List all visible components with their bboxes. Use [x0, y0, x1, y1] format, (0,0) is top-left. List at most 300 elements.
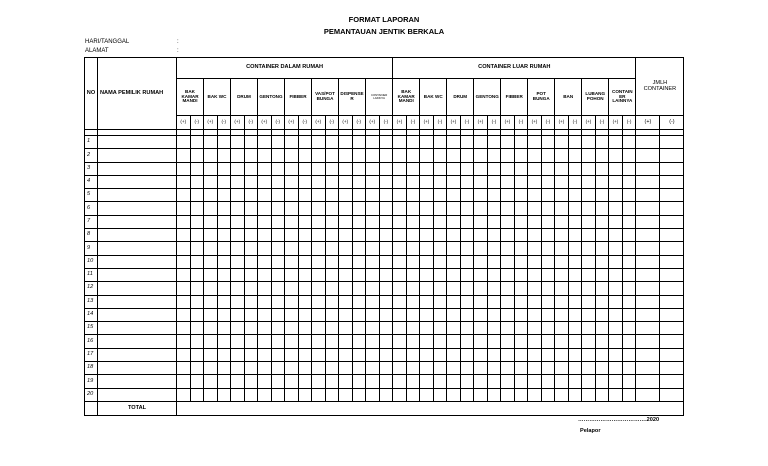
- count-cell[interactable]: [609, 308, 623, 321]
- count-cell[interactable]: [420, 388, 434, 401]
- count-cell[interactable]: [568, 149, 582, 162]
- count-cell[interactable]: [190, 255, 204, 268]
- count-cell[interactable]: [474, 229, 488, 242]
- count-cell[interactable]: [312, 189, 326, 202]
- owner-name-cell[interactable]: [98, 282, 177, 295]
- count-cell[interactable]: [487, 362, 501, 375]
- count-cell[interactable]: [271, 375, 285, 388]
- count-cell[interactable]: [501, 175, 515, 188]
- owner-name-cell[interactable]: [98, 215, 177, 228]
- count-cell[interactable]: [433, 335, 447, 348]
- count-cell[interactable]: [366, 202, 380, 215]
- count-cell[interactable]: [420, 242, 434, 255]
- count-cell[interactable]: [339, 348, 353, 361]
- count-cell[interactable]: [447, 295, 461, 308]
- count-cell[interactable]: [555, 348, 569, 361]
- count-cell[interactable]: [622, 215, 636, 228]
- count-cell[interactable]: [420, 268, 434, 281]
- count-cell[interactable]: [528, 322, 542, 335]
- count-cell[interactable]: [487, 136, 501, 149]
- count-cell[interactable]: [447, 348, 461, 361]
- count-cell[interactable]: [420, 215, 434, 228]
- count-cell[interactable]: [636, 362, 660, 375]
- count-cell[interactable]: [460, 215, 474, 228]
- count-cell[interactable]: [541, 149, 555, 162]
- count-cell[interactable]: [514, 162, 528, 175]
- count-cell[interactable]: [541, 189, 555, 202]
- count-cell[interactable]: [258, 229, 272, 242]
- count-cell[interactable]: [528, 149, 542, 162]
- count-cell[interactable]: [312, 202, 326, 215]
- count-cell[interactable]: [660, 242, 684, 255]
- count-cell[interactable]: [595, 282, 609, 295]
- count-cell[interactable]: [339, 308, 353, 321]
- count-cell[interactable]: [177, 162, 191, 175]
- count-cell[interactable]: [582, 282, 596, 295]
- count-cell[interactable]: [352, 202, 366, 215]
- count-cell[interactable]: [406, 136, 420, 149]
- count-cell[interactable]: [447, 335, 461, 348]
- count-cell[interactable]: [204, 162, 218, 175]
- count-cell[interactable]: [366, 189, 380, 202]
- count-cell[interactable]: [366, 322, 380, 335]
- count-cell[interactable]: [636, 175, 660, 188]
- count-cell[interactable]: [487, 162, 501, 175]
- count-cell[interactable]: [231, 388, 245, 401]
- count-cell[interactable]: [433, 149, 447, 162]
- count-cell[interactable]: [325, 322, 339, 335]
- count-cell[interactable]: [204, 308, 218, 321]
- count-cell[interactable]: [514, 388, 528, 401]
- count-cell[interactable]: [474, 375, 488, 388]
- count-cell[interactable]: [595, 335, 609, 348]
- count-cell[interactable]: [514, 282, 528, 295]
- count-cell[interactable]: [204, 295, 218, 308]
- count-cell[interactable]: [433, 375, 447, 388]
- count-cell[interactable]: [474, 202, 488, 215]
- count-cell[interactable]: [595, 375, 609, 388]
- count-cell[interactable]: [501, 348, 515, 361]
- count-cell[interactable]: [609, 202, 623, 215]
- count-cell[interactable]: [528, 282, 542, 295]
- count-cell[interactable]: [660, 215, 684, 228]
- count-cell[interactable]: [258, 282, 272, 295]
- count-cell[interactable]: [177, 215, 191, 228]
- owner-name-cell[interactable]: [98, 322, 177, 335]
- count-cell[interactable]: [285, 308, 299, 321]
- count-cell[interactable]: [258, 322, 272, 335]
- count-cell[interactable]: [352, 149, 366, 162]
- count-cell[interactable]: [339, 202, 353, 215]
- count-cell[interactable]: [298, 268, 312, 281]
- count-cell[interactable]: [460, 202, 474, 215]
- count-cell[interactable]: [366, 308, 380, 321]
- count-cell[interactable]: [636, 308, 660, 321]
- count-cell[interactable]: [474, 348, 488, 361]
- count-cell[interactable]: [298, 229, 312, 242]
- count-cell[interactable]: [352, 308, 366, 321]
- count-cell[interactable]: [271, 282, 285, 295]
- count-cell[interactable]: [433, 308, 447, 321]
- owner-name-cell[interactable]: [98, 242, 177, 255]
- count-cell[interactable]: [204, 362, 218, 375]
- count-cell[interactable]: [568, 242, 582, 255]
- count-cell[interactable]: [460, 388, 474, 401]
- count-cell[interactable]: [271, 202, 285, 215]
- count-cell[interactable]: [312, 229, 326, 242]
- count-cell[interactable]: [595, 308, 609, 321]
- count-cell[interactable]: [258, 268, 272, 281]
- count-cell[interactable]: [636, 388, 660, 401]
- count-cell[interactable]: [271, 255, 285, 268]
- count-cell[interactable]: [298, 136, 312, 149]
- count-cell[interactable]: [244, 388, 258, 401]
- count-cell[interactable]: [339, 189, 353, 202]
- count-cell[interactable]: [339, 375, 353, 388]
- count-cell[interactable]: [258, 335, 272, 348]
- count-cell[interactable]: [487, 322, 501, 335]
- count-cell[interactable]: [636, 215, 660, 228]
- count-cell[interactable]: [258, 149, 272, 162]
- count-cell[interactable]: [541, 375, 555, 388]
- count-cell[interactable]: [325, 215, 339, 228]
- count-cell[interactable]: [379, 202, 393, 215]
- count-cell[interactable]: [177, 175, 191, 188]
- count-cell[interactable]: [339, 335, 353, 348]
- count-cell[interactable]: [298, 282, 312, 295]
- owner-name-cell[interactable]: [98, 388, 177, 401]
- count-cell[interactable]: [433, 215, 447, 228]
- count-cell[interactable]: [487, 295, 501, 308]
- count-cell[interactable]: [190, 215, 204, 228]
- count-cell[interactable]: [406, 308, 420, 321]
- count-cell[interactable]: [474, 175, 488, 188]
- count-cell[interactable]: [325, 268, 339, 281]
- count-cell[interactable]: [244, 202, 258, 215]
- count-cell[interactable]: [660, 189, 684, 202]
- count-cell[interactable]: [271, 308, 285, 321]
- count-cell[interactable]: [406, 268, 420, 281]
- count-cell[interactable]: [244, 229, 258, 242]
- count-cell[interactable]: [636, 375, 660, 388]
- count-cell[interactable]: [366, 388, 380, 401]
- count-cell[interactable]: [609, 388, 623, 401]
- count-cell[interactable]: [555, 308, 569, 321]
- count-cell[interactable]: [285, 268, 299, 281]
- count-cell[interactable]: [541, 215, 555, 228]
- owner-name-cell[interactable]: [98, 149, 177, 162]
- count-cell[interactable]: [285, 282, 299, 295]
- count-cell[interactable]: [271, 335, 285, 348]
- count-cell[interactable]: [609, 282, 623, 295]
- count-cell[interactable]: [622, 335, 636, 348]
- count-cell[interactable]: [298, 255, 312, 268]
- count-cell[interactable]: [217, 202, 231, 215]
- count-cell[interactable]: [460, 175, 474, 188]
- count-cell[interactable]: [555, 162, 569, 175]
- count-cell[interactable]: [433, 162, 447, 175]
- count-cell[interactable]: [217, 282, 231, 295]
- count-cell[interactable]: [636, 282, 660, 295]
- count-cell[interactable]: [622, 362, 636, 375]
- count-cell[interactable]: [271, 295, 285, 308]
- count-cell[interactable]: [622, 255, 636, 268]
- count-cell[interactable]: [406, 348, 420, 361]
- count-cell[interactable]: [325, 162, 339, 175]
- count-cell[interactable]: [393, 308, 407, 321]
- count-cell[interactable]: [312, 162, 326, 175]
- count-cell[interactable]: [568, 189, 582, 202]
- count-cell[interactable]: [393, 175, 407, 188]
- count-cell[interactable]: [460, 295, 474, 308]
- count-cell[interactable]: [460, 136, 474, 149]
- count-cell[interactable]: [636, 348, 660, 361]
- count-cell[interactable]: [271, 322, 285, 335]
- count-cell[interactable]: [420, 162, 434, 175]
- count-cell[interactable]: [568, 229, 582, 242]
- count-cell[interactable]: [501, 268, 515, 281]
- count-cell[interactable]: [285, 362, 299, 375]
- count-cell[interactable]: [312, 335, 326, 348]
- count-cell[interactable]: [433, 348, 447, 361]
- count-cell[interactable]: [406, 375, 420, 388]
- count-cell[interactable]: [379, 255, 393, 268]
- count-cell[interactable]: [447, 162, 461, 175]
- count-cell[interactable]: [609, 348, 623, 361]
- count-cell[interactable]: [204, 375, 218, 388]
- count-cell[interactable]: [660, 136, 684, 149]
- count-cell[interactable]: [190, 189, 204, 202]
- count-cell[interactable]: [433, 282, 447, 295]
- count-cell[interactable]: [447, 388, 461, 401]
- count-cell[interactable]: [447, 282, 461, 295]
- count-cell[interactable]: [582, 149, 596, 162]
- count-cell[interactable]: [460, 348, 474, 361]
- count-cell[interactable]: [595, 362, 609, 375]
- count-cell[interactable]: [190, 202, 204, 215]
- count-cell[interactable]: [177, 322, 191, 335]
- count-cell[interactable]: [582, 255, 596, 268]
- count-cell[interactable]: [352, 162, 366, 175]
- count-cell[interactable]: [514, 229, 528, 242]
- count-cell[interactable]: [285, 348, 299, 361]
- count-cell[interactable]: [393, 229, 407, 242]
- count-cell[interactable]: [595, 348, 609, 361]
- count-cell[interactable]: [325, 388, 339, 401]
- count-cell[interactable]: [541, 242, 555, 255]
- count-cell[interactable]: [568, 308, 582, 321]
- count-cell[interactable]: [204, 388, 218, 401]
- count-cell[interactable]: [555, 322, 569, 335]
- count-cell[interactable]: [582, 162, 596, 175]
- count-cell[interactable]: [541, 202, 555, 215]
- count-cell[interactable]: [420, 295, 434, 308]
- count-cell[interactable]: [379, 362, 393, 375]
- count-cell[interactable]: [555, 136, 569, 149]
- count-cell[interactable]: [393, 388, 407, 401]
- count-cell[interactable]: [420, 136, 434, 149]
- count-cell[interactable]: [582, 215, 596, 228]
- count-cell[interactable]: [541, 162, 555, 175]
- count-cell[interactable]: [325, 189, 339, 202]
- count-cell[interactable]: [366, 229, 380, 242]
- count-cell[interactable]: [406, 175, 420, 188]
- count-cell[interactable]: [352, 255, 366, 268]
- count-cell[interactable]: [312, 362, 326, 375]
- count-cell[interactable]: [568, 215, 582, 228]
- count-cell[interactable]: [622, 322, 636, 335]
- count-cell[interactable]: [177, 242, 191, 255]
- count-cell[interactable]: [190, 295, 204, 308]
- count-cell[interactable]: [258, 202, 272, 215]
- count-cell[interactable]: [487, 348, 501, 361]
- count-cell[interactable]: [460, 308, 474, 321]
- count-cell[interactable]: [339, 162, 353, 175]
- count-cell[interactable]: [190, 282, 204, 295]
- count-cell[interactable]: [487, 308, 501, 321]
- count-cell[interactable]: [190, 242, 204, 255]
- count-cell[interactable]: [609, 162, 623, 175]
- count-cell[interactable]: [609, 215, 623, 228]
- owner-name-cell[interactable]: [98, 375, 177, 388]
- count-cell[interactable]: [366, 375, 380, 388]
- count-cell[interactable]: [379, 175, 393, 188]
- count-cell[interactable]: [339, 282, 353, 295]
- count-cell[interactable]: [285, 322, 299, 335]
- count-cell[interactable]: [595, 189, 609, 202]
- count-cell[interactable]: [622, 308, 636, 321]
- count-cell[interactable]: [568, 202, 582, 215]
- count-cell[interactable]: [609, 175, 623, 188]
- count-cell[interactable]: [352, 335, 366, 348]
- count-cell[interactable]: [514, 136, 528, 149]
- count-cell[interactable]: [528, 136, 542, 149]
- count-cell[interactable]: [393, 189, 407, 202]
- count-cell[interactable]: [231, 136, 245, 149]
- count-cell[interactable]: [541, 348, 555, 361]
- count-cell[interactable]: [312, 282, 326, 295]
- count-cell[interactable]: [555, 255, 569, 268]
- count-cell[interactable]: [325, 136, 339, 149]
- count-cell[interactable]: [271, 242, 285, 255]
- count-cell[interactable]: [325, 229, 339, 242]
- count-cell[interactable]: [595, 242, 609, 255]
- count-cell[interactable]: [660, 268, 684, 281]
- count-cell[interactable]: [366, 362, 380, 375]
- count-cell[interactable]: [460, 335, 474, 348]
- count-cell[interactable]: [609, 295, 623, 308]
- count-cell[interactable]: [501, 375, 515, 388]
- count-cell[interactable]: [541, 335, 555, 348]
- count-cell[interactable]: [271, 215, 285, 228]
- count-cell[interactable]: [298, 162, 312, 175]
- count-cell[interactable]: [352, 268, 366, 281]
- count-cell[interactable]: [595, 162, 609, 175]
- count-cell[interactable]: [595, 295, 609, 308]
- count-cell[interactable]: [231, 322, 245, 335]
- count-cell[interactable]: [514, 215, 528, 228]
- count-cell[interactable]: [460, 282, 474, 295]
- count-cell[interactable]: [528, 388, 542, 401]
- count-cell[interactable]: [298, 202, 312, 215]
- count-cell[interactable]: [622, 388, 636, 401]
- count-cell[interactable]: [582, 202, 596, 215]
- count-cell[interactable]: [622, 242, 636, 255]
- count-cell[interactable]: [325, 308, 339, 321]
- count-cell[interactable]: [217, 335, 231, 348]
- count-cell[interactable]: [231, 295, 245, 308]
- count-cell[interactable]: [660, 362, 684, 375]
- count-cell[interactable]: [501, 215, 515, 228]
- count-cell[interactable]: [366, 242, 380, 255]
- count-cell[interactable]: [433, 229, 447, 242]
- count-cell[interactable]: [312, 175, 326, 188]
- count-cell[interactable]: [528, 215, 542, 228]
- count-cell[interactable]: [555, 268, 569, 281]
- count-cell[interactable]: [636, 242, 660, 255]
- count-cell[interactable]: [487, 242, 501, 255]
- count-cell[interactable]: [244, 282, 258, 295]
- count-cell[interactable]: [622, 136, 636, 149]
- count-cell[interactable]: [285, 255, 299, 268]
- count-cell[interactable]: [204, 215, 218, 228]
- count-cell[interactable]: [582, 362, 596, 375]
- count-cell[interactable]: [487, 375, 501, 388]
- count-cell[interactable]: [447, 268, 461, 281]
- count-cell[interactable]: [231, 215, 245, 228]
- count-cell[interactable]: [568, 268, 582, 281]
- count-cell[interactable]: [190, 162, 204, 175]
- count-cell[interactable]: [217, 348, 231, 361]
- count-cell[interactable]: [541, 282, 555, 295]
- count-cell[interactable]: [514, 242, 528, 255]
- count-cell[interactable]: [501, 335, 515, 348]
- count-cell[interactable]: [204, 202, 218, 215]
- count-cell[interactable]: [217, 136, 231, 149]
- count-cell[interactable]: [420, 202, 434, 215]
- count-cell[interactable]: [660, 282, 684, 295]
- count-cell[interactable]: [622, 162, 636, 175]
- count-cell[interactable]: [285, 375, 299, 388]
- count-cell[interactable]: [298, 348, 312, 361]
- count-cell[interactable]: [271, 189, 285, 202]
- count-cell[interactable]: [555, 175, 569, 188]
- count-cell[interactable]: [325, 335, 339, 348]
- count-cell[interactable]: [406, 282, 420, 295]
- count-cell[interactable]: [568, 322, 582, 335]
- owner-name-cell[interactable]: [98, 189, 177, 202]
- count-cell[interactable]: [622, 348, 636, 361]
- count-cell[interactable]: [352, 322, 366, 335]
- count-cell[interactable]: [298, 215, 312, 228]
- count-cell[interactable]: [298, 149, 312, 162]
- count-cell[interactable]: [366, 282, 380, 295]
- count-cell[interactable]: [541, 268, 555, 281]
- count-cell[interactable]: [366, 162, 380, 175]
- count-cell[interactable]: [366, 215, 380, 228]
- count-cell[interactable]: [204, 149, 218, 162]
- count-cell[interactable]: [420, 362, 434, 375]
- count-cell[interactable]: [514, 202, 528, 215]
- count-cell[interactable]: [501, 362, 515, 375]
- count-cell[interactable]: [244, 189, 258, 202]
- count-cell[interactable]: [393, 255, 407, 268]
- count-cell[interactable]: [325, 295, 339, 308]
- count-cell[interactable]: [447, 255, 461, 268]
- count-cell[interactable]: [352, 362, 366, 375]
- count-cell[interactable]: [636, 136, 660, 149]
- count-cell[interactable]: [177, 308, 191, 321]
